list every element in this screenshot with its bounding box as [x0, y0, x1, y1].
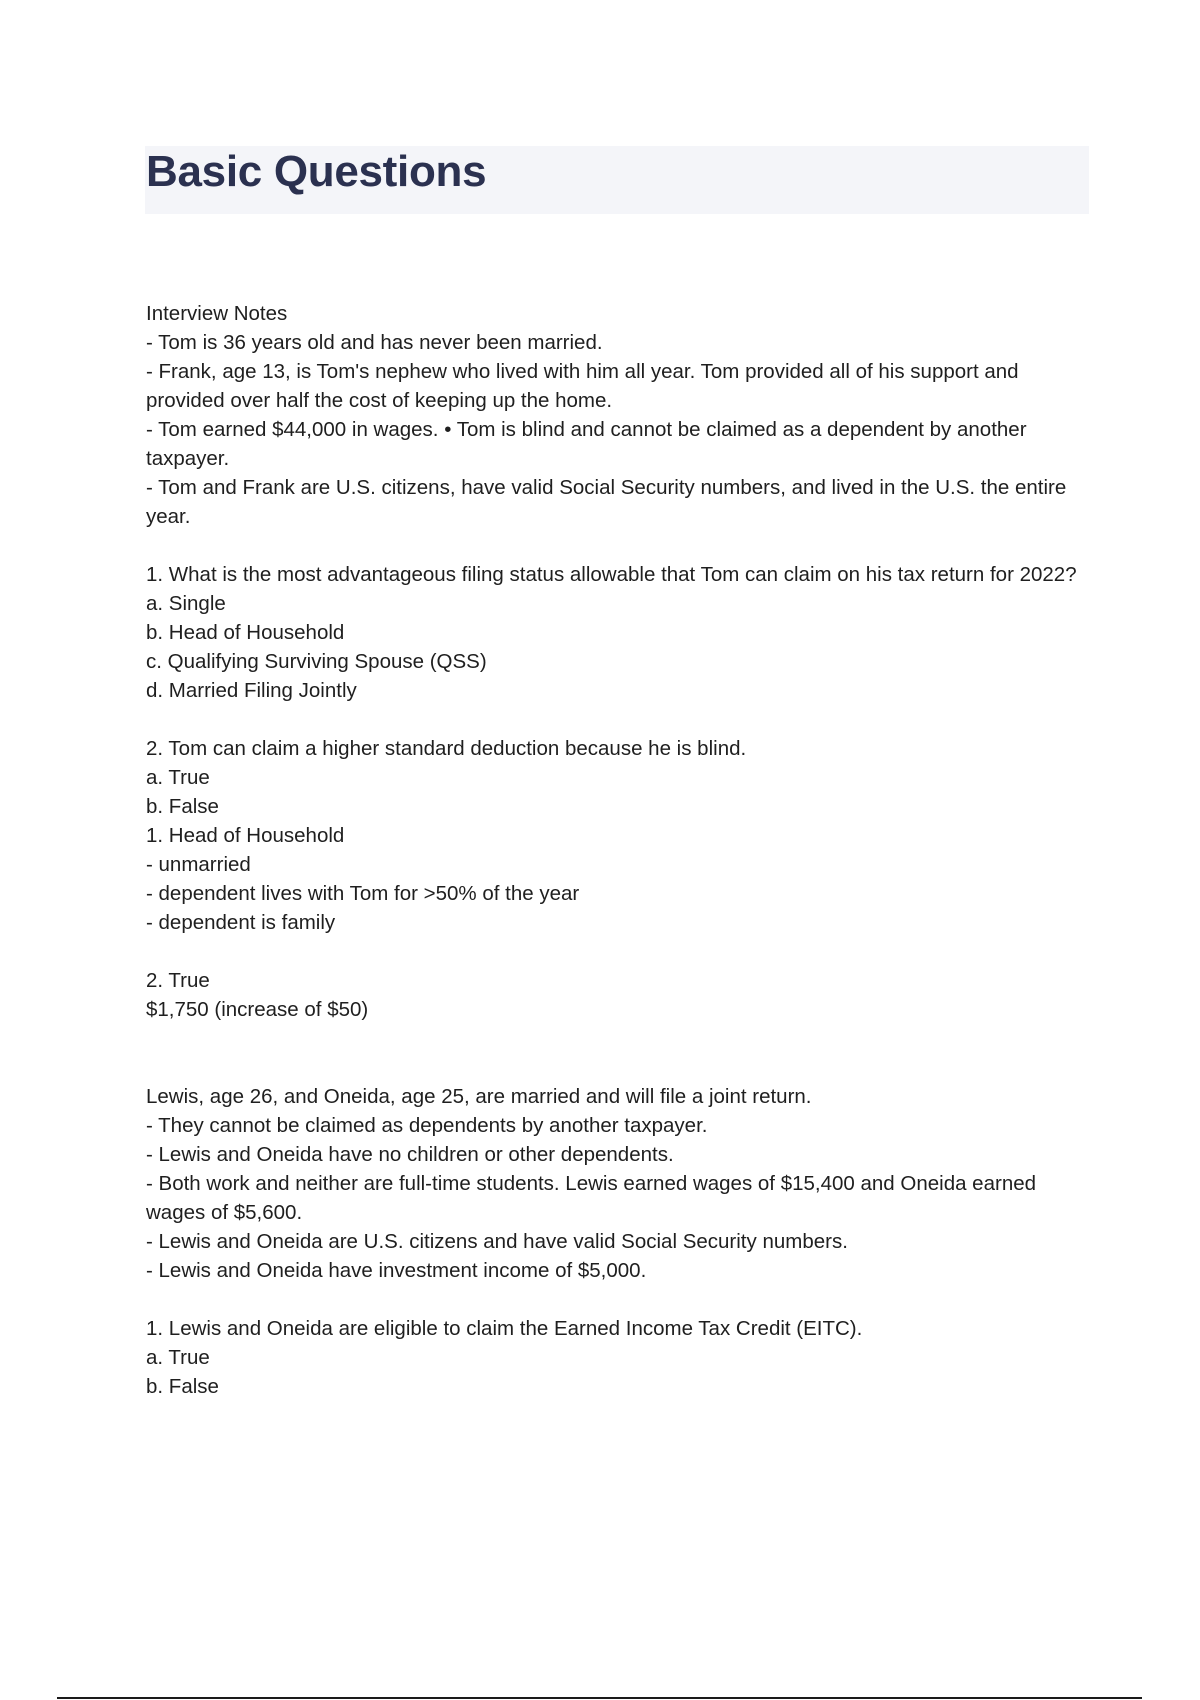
- question-1-option-d: d. Married Filing Jointly: [146, 679, 357, 702]
- answer-line: 2. True: [146, 969, 210, 992]
- interview-notes-heading: Interview Notes: [146, 302, 288, 325]
- eitc-question-text: 1. Lewis and Oneida are eligible to claim the Earned Income Tax Credit (EITC).: [146, 1317, 863, 1340]
- eitc-option-a: a. True: [146, 1346, 210, 1369]
- note-line: - They cannot be claimed as dependents by another taxpayer.: [146, 1114, 708, 1137]
- note-line: - Lewis and Oneida have investment income of $5,000.: [146, 1259, 647, 1282]
- question-1-option-c: c. Qualifying Surviving Spouse (QSS): [146, 650, 487, 673]
- page-title: Basic Questions: [146, 147, 487, 196]
- spacer: [146, 937, 1091, 966]
- answer-line: 1. Head of Household: [146, 824, 345, 847]
- eitc-option-b: b. False: [146, 1375, 219, 1398]
- question-1-option-a: a. Single: [146, 592, 226, 615]
- question-2-text: 2. Tom can claim a higher standard deduction because he is blind.: [146, 737, 747, 760]
- question-1-text: 1. What is the most advantageous filing status allowable that Tom can claim on his tax return for 2022?: [146, 563, 1077, 586]
- question-2-option-a: a. True: [146, 766, 210, 789]
- note-line: Lewis, age 26, and Oneida, age 25, are married and will file a joint return.: [146, 1085, 812, 1108]
- note-line: - Tom earned $44,000 in wages. • Tom is blind and cannot be claimed as a dependent by another taxpayer.: [146, 418, 1033, 470]
- spacer: [146, 1285, 1091, 1314]
- answer-line: - dependent lives with Tom for >50% of the year: [146, 882, 580, 905]
- answer-line: - unmarried: [146, 853, 251, 876]
- note-line: - Frank, age 13, is Tom's nephew who lived with him all year. Tom provided all of his support and provided over half the cost of keeping up the home.: [146, 360, 1025, 412]
- question-2-option-b: b. False: [146, 795, 219, 818]
- note-line: - Lewis and Oneida are U.S. citizens and have valid Social Security numbers.: [146, 1230, 848, 1253]
- note-line: - Tom is 36 years old and has never been married.: [146, 331, 603, 354]
- document-body: [146, 299, 1091, 1401]
- note-line: - Both work and neither are full-time students. Lewis earned wages of $15,400 and Oneida earned wages of $5,600.: [146, 1172, 1042, 1224]
- page-bottom-rule: [57, 1697, 1142, 1699]
- answer-line: $1,750 (increase of $50): [146, 998, 369, 1021]
- answer-line: - dependent is family: [146, 911, 336, 934]
- spacer: [146, 531, 1091, 560]
- question-1-option-b: b. Head of Household: [146, 621, 345, 644]
- note-line: - Lewis and Oneida have no children or other dependents.: [146, 1143, 674, 1166]
- spacer: [146, 705, 1091, 734]
- spacer: [146, 1024, 1091, 1082]
- note-line: - Tom and Frank are U.S. citizens, have valid Social Security numbers, and lived in the U.S. the entire year.: [146, 476, 1072, 528]
